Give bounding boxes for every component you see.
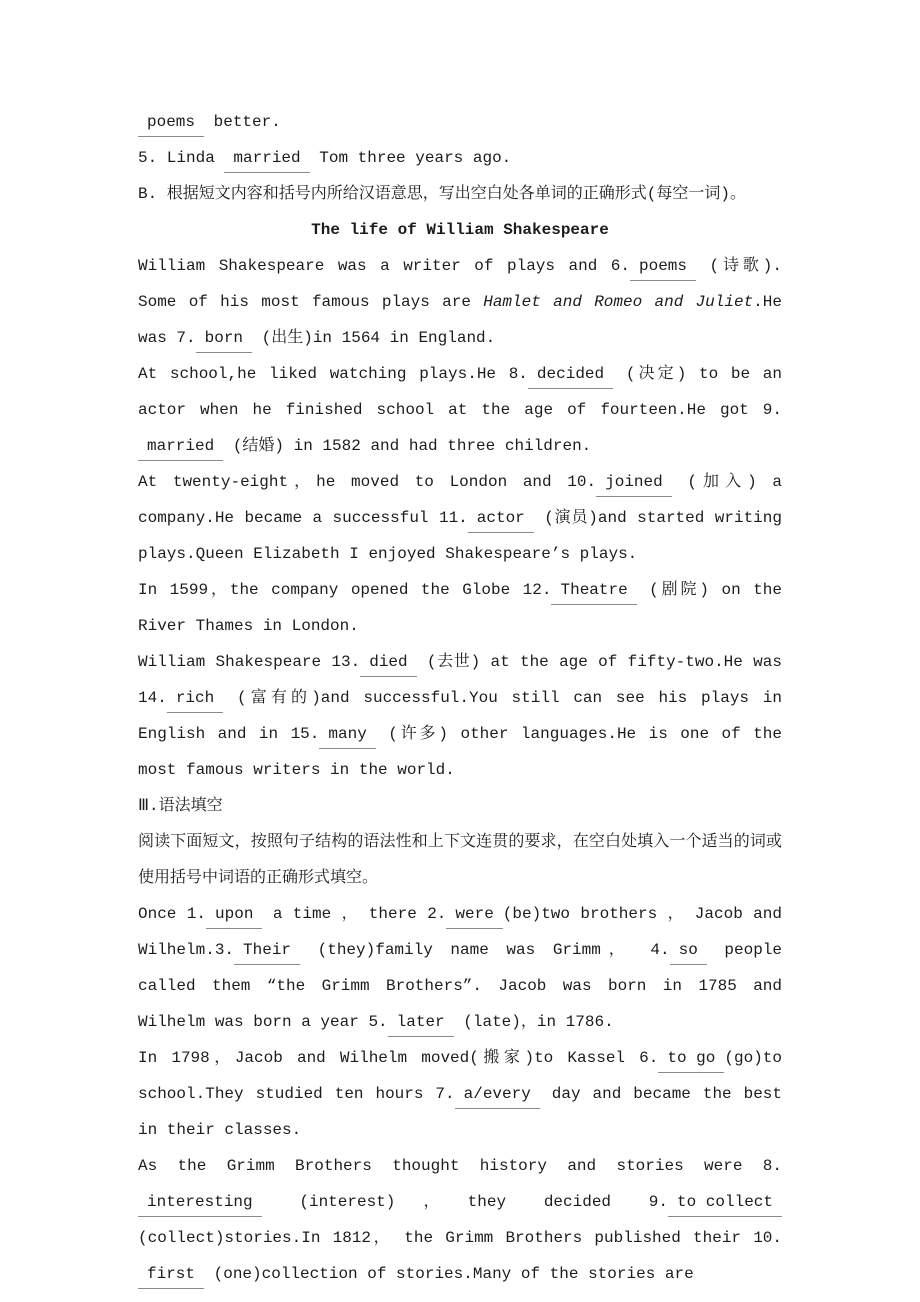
answer-blank: born xyxy=(196,324,252,353)
answer-blank: rich xyxy=(167,684,223,713)
text-run: (决定) to be an actor when he finished school at the age of fourteen.He got 9. xyxy=(138,365,782,419)
passage-title xyxy=(138,212,782,248)
answer-blank: were xyxy=(446,900,502,929)
paragraph xyxy=(138,824,782,896)
text-run: In 1599，the company opened the Globe 12. xyxy=(138,581,552,599)
text-run: (富有的)and successful.You still can see his plays in English and in 15. xyxy=(138,689,782,743)
text-run: The life of William Shakespeare xyxy=(311,221,609,239)
text-run: William Shakespeare 13. xyxy=(138,653,361,671)
text-run: Once 1. xyxy=(138,905,207,923)
text-run: At school,he liked watching plays.He 8. xyxy=(138,365,528,383)
text-run: William Shakespeare was a writer of plays and 6. xyxy=(138,257,630,275)
paragraph xyxy=(138,1040,782,1148)
paragraph xyxy=(138,1148,782,1292)
text-run: .He was 7. xyxy=(138,293,782,347)
paragraph xyxy=(138,356,782,464)
text-run: 5. Linda xyxy=(138,149,225,167)
answer-blank: joined xyxy=(596,468,672,497)
answer-blank: Their xyxy=(234,936,300,965)
paragraph xyxy=(138,572,782,644)
answer-blank: married xyxy=(224,144,309,173)
text-run: (演员)and started writing plays.Queen Elizabeth I enjoyed Shakespeare’s plays. xyxy=(138,509,782,563)
answer-blank: to go xyxy=(658,1044,724,1073)
answer-blank: later xyxy=(388,1008,454,1037)
text-run: (诗歌). Some of his most famous plays are xyxy=(138,257,782,311)
answer-blank: to collect xyxy=(668,1188,782,1217)
answer-blank: married xyxy=(138,432,223,461)
answer-blank: Theatre xyxy=(551,576,636,605)
answer-blank: poems xyxy=(630,252,696,281)
answer-blank: interesting xyxy=(138,1188,262,1217)
text-run: (interest)，they decided 9. xyxy=(261,1193,668,1211)
text-run: Ⅲ.语法填空 xyxy=(138,797,223,815)
paragraph xyxy=(138,176,782,212)
text-run: At twenty-eight，he moved to London and 10. xyxy=(138,473,597,491)
text-run: (许多) other languages.He is one of the most famous writers in the world. xyxy=(138,725,782,779)
text-run: a time ， there 2. xyxy=(262,905,447,923)
answer-blank: actor xyxy=(468,504,534,533)
text-run: (去世) at the age of fifty-two.He was 14. xyxy=(138,653,782,707)
paragraph xyxy=(138,644,782,788)
text-run: 阅读下面短文，按照句子结构的语法性和上下文连贯的要求，在空白处填入一个适当的词或使用括号中词语的正确形式填空。 xyxy=(138,833,782,887)
answer-blank: decided xyxy=(528,360,613,389)
answer-blank: so xyxy=(670,936,707,965)
answer-blank: died xyxy=(360,648,416,677)
text-run: (出生)in 1564 in England. xyxy=(252,329,496,347)
text-run: better. xyxy=(204,113,281,131)
text-run: people called them “the Grimm Brothers”. Jacob was born in 1785 and Wilhelm was born a year 5. xyxy=(138,941,782,1031)
answer-blank: many xyxy=(319,720,375,749)
text-run: (one)collection of stories.Many of the stories are xyxy=(204,1265,694,1283)
text-run: In 1798，Jacob and Wilhelm moved(搬家)to Kassel 6. xyxy=(138,1049,659,1067)
text-run: (go)to school.They studied ten hours 7. xyxy=(138,1049,782,1103)
paragraph xyxy=(138,896,782,1040)
text-run: (加入) a company.He became a successful 11. xyxy=(138,473,782,527)
answer-blank: upon xyxy=(206,900,262,929)
text-run: day and became the best in their classes. xyxy=(138,1085,782,1139)
text-run: (late)，in 1786. xyxy=(453,1013,614,1031)
section-heading xyxy=(138,788,782,824)
answer-blank: poems xyxy=(138,108,204,137)
text-run: (结婚) in 1582 and had three children. xyxy=(223,437,592,455)
text-run: Tom three years ago. xyxy=(309,149,512,167)
paragraph xyxy=(138,104,782,140)
text-run: (collect)stories.In 1812， the Grimm Brothers published their 10. xyxy=(138,1229,782,1247)
text-run: As the Grimm Brothers thought history and stories were 8. xyxy=(138,1157,782,1175)
answer-blank: a/every xyxy=(455,1080,540,1109)
paragraph xyxy=(138,464,782,572)
text-run: B. 根据短文内容和括号内所给汉语意思，写出空白处各单词的正确形式(每空一词)。 xyxy=(138,185,747,203)
paragraph xyxy=(138,248,782,356)
italic-text: Hamlet and Romeo and Juliet xyxy=(483,293,754,311)
text-run: (剧院) on the River Thames in London. xyxy=(138,581,782,635)
text-run: (be)two brothers ， Jacob and Wilhelm.3. xyxy=(138,905,782,959)
answer-blank: first xyxy=(138,1260,204,1289)
text-run: (they)family name was Grimm， 4. xyxy=(300,941,670,959)
paragraph xyxy=(138,140,782,176)
